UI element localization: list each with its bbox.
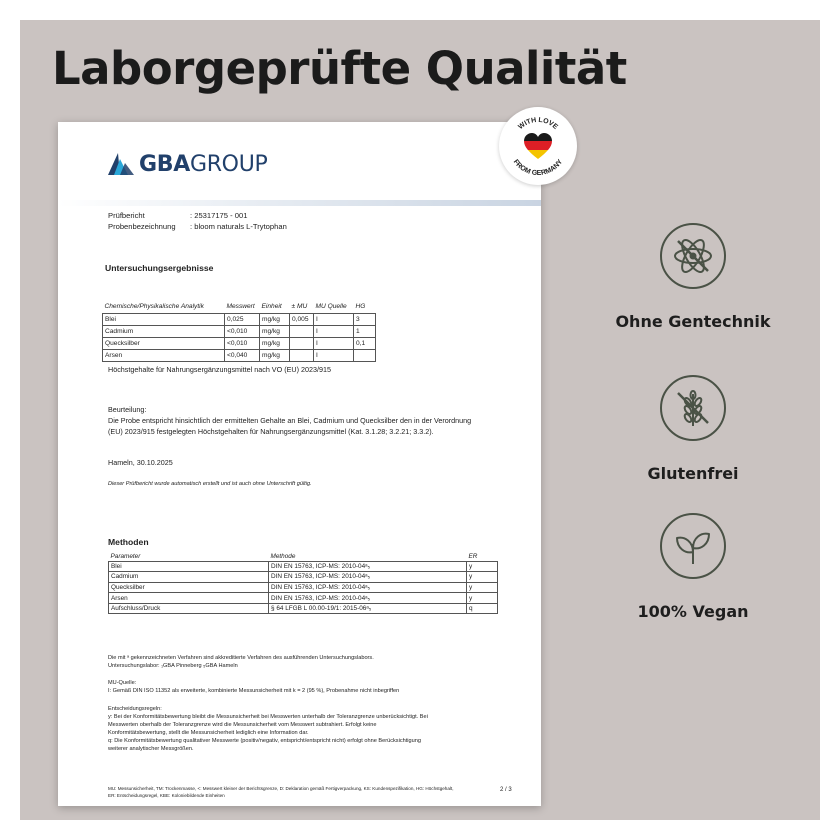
limits-note: Höchstgehalte für Nahrungsergänzungsmittel nach VO (EU) 2023/915: [108, 365, 331, 374]
decision-line-2: Messwerten oberhalb der Toleranzgrenze wird die Messunsicherheit vom Messwert subtrahiert. Erfolgt keine: [108, 722, 377, 728]
table-row: Cadmium DIN EN 15763, ICP-MS: 2010-04ᵃ₅ y: [109, 572, 498, 583]
footer-line-2: ER: Entscheidungsregel, KBE: Koloniebildende Einheiten: [108, 793, 225, 798]
header-band: [58, 200, 541, 206]
gba-logo-mark-icon: [108, 153, 135, 177]
gluten-free-icon: [660, 375, 726, 441]
meta-row-sample-name: Probenbezeichnung : bloom naturals L-Trytophan: [108, 222, 287, 231]
table-row: Blei 0,025 mg/kg 0,005 I 3: [103, 313, 376, 325]
auto-signature-note: Dieser Prüfbericht wurde automatisch erstellt und ist auch ohne Unterschrift gültig.: [108, 481, 312, 487]
feature-gluten-free: [593, 375, 793, 483]
mu-line: I: Gemäß DIN ISO 11352 als erweiterte, kombinierte Messunsicherheit mit k = 2 (95 %), Probenahme nicht inbegriffen: [108, 688, 400, 694]
lab-report-document: [58, 122, 541, 806]
decision-heading: Entscheidungsregeln:: [108, 706, 162, 712]
mu-heading: MU-Quelle:: [108, 680, 137, 686]
table-row: Quecksilber DIN EN 15763, ICP-MS: 2010-04ᵃ₅ y: [109, 582, 498, 593]
report-meta: [108, 210, 287, 232]
product-banner: [20, 20, 820, 820]
vegan-leaf-icon: [660, 513, 726, 579]
results-title: Untersuchungsergebnisse: [105, 263, 214, 273]
results-table: [102, 299, 376, 362]
table-row: Quecksilber <0,010 mg/kg I 0,1: [103, 337, 376, 349]
place-date: Hameln, 30.10.2025: [108, 458, 173, 467]
table-row: Aufschluss/Druck § 64 LFGB L 00.00-19/1: 2015-06ᵃ₅ q: [109, 603, 498, 614]
accreditation-line-1: Die mit ᵃ gekennzeichneten Verfahren sind akkreditierte Verfahren des ausführenden Untersuchungslabors.: [108, 655, 374, 661]
decision-line-1: y: Bei der Konformitätsbewertung bleibt die Messunsicherheit bei Messwerten unterhalb der Toleranzgrenze unberücksichtigt. Bei: [108, 714, 428, 720]
decision-line-3: Konformitätsbewertung, stellt die Messunsicherheit lediglich eine Information dar.: [108, 730, 309, 736]
logo-wordmark: GBAGROUP: [139, 152, 268, 177]
results-table-header: Chemische/Physikalische Analytik Messwert Einheit ± MU MU Quelle HG: [103, 299, 376, 313]
table-row: Cadmium <0,010 mg/kg I 1: [103, 325, 376, 337]
table-row: Arsen <0,040 mg/kg I: [103, 349, 376, 361]
feature-label: 100% Vegan: [637, 602, 749, 621]
decision-line-4: q: Die Konformitätsbewertung qualitativer Messwerte (positiv/negativ, entspricht/entspricht nicht) erfolgt ohne Berücksichtigung: [108, 738, 421, 744]
badge-graphic: [499, 107, 577, 185]
methods-title: Methoden: [108, 537, 149, 547]
feature-vegan: [593, 513, 793, 621]
methods-table: [108, 552, 498, 614]
meta-row-report-number: Prüfbericht : 25317175 - 001: [108, 211, 248, 220]
badge-bottom-text: FROM GERMANY: [511, 158, 565, 178]
decision-line-5: weiterer analytischer Messgrößen.: [108, 746, 194, 752]
page-number: 2 / 3: [500, 787, 512, 793]
feature-label: Ohne Gentechnik: [615, 312, 771, 331]
assessment-line-1: Die Probe entspricht hinsichtlich der ermittelten Gehalte an Blei, Cadmium und Quecksilber den in der Verordnung: [108, 416, 472, 425]
methods-table-header: Parameter Methode ER: [109, 552, 498, 561]
gba-group-logo: [108, 152, 267, 177]
feature-label: Glutenfrei: [647, 464, 739, 483]
accreditation-line-2: Untersuchungslabor: ₁GBA Pinneberg ₅GBA Hameln: [108, 663, 238, 669]
no-gmo-icon: [660, 223, 726, 289]
made-in-germany-badge: [499, 107, 577, 185]
badge-top-text: WITH LOVE: [517, 116, 559, 131]
table-row: Arsen DIN EN 15763, ICP-MS: 2010-04ᵃ₅ y: [109, 593, 498, 604]
assessment-line-2: (EU) 2023/915 festgelegten Höchstgehalten für Nahrungsergänzungsmittel (Kat. 3.1.28; 3.2.21; 3.3.2).: [108, 427, 434, 436]
assessment-heading: Beurteilung:: [108, 405, 147, 414]
table-row: Blei DIN EN 15763, ICP-MS: 2010-04ᵃ₅ y: [109, 561, 498, 572]
footer-line-1: MU: Messunsicherheit, TM: Trockenmasse, <: Messwert kleiner der Berichtsgrenze, D: Deklaration gemäß Fertigverpackung, KS: Kundenspezifikation, HG: Höchstgehalt,: [108, 786, 454, 791]
german-flag-heart-icon: [523, 132, 553, 160]
feature-no-gmo: [593, 223, 793, 331]
headline: Laborgeprüfte Qualität: [52, 42, 627, 95]
